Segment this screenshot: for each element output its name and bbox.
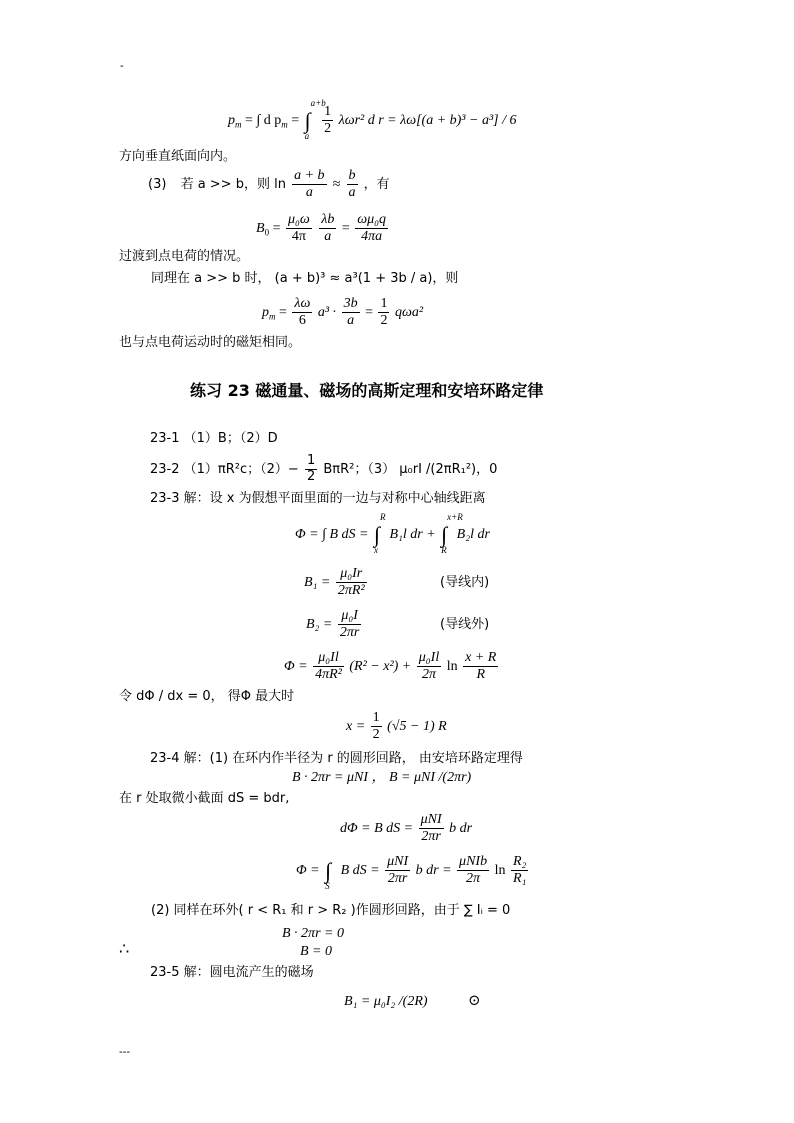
- equation-phi-result: Φ = $\frac{\text{μ₀Il}}{\text{4πR²}}$ (R² − x²) + $\frac{\text{μ₀Il}}{2\pi}$ ln $\frac{x + R}{R}$: [284, 650, 497, 683]
- answer-23-1: 23-1 （1）B；（2）D: [150, 431, 278, 446]
- out-of-page-dot-icon: ⊙: [468, 991, 481, 1009]
- equation-b0: $B_0$ = $\frac{\text{μ₀ω}}{4\pi}$ $\frac{\lambda b}{a}$ = $\frac{\text{ωμ₀q}}{4\pi a}$: [256, 212, 387, 245]
- answer-23-3-intro: 23-3 解：设 x 为假想平面里面的一边与对称中心轴线距离: [150, 491, 486, 506]
- answer-23-4-intro: 23-4 解：(1) 在环内作半径为 r 的圆形回路， 由安培环路定理得: [150, 751, 523, 766]
- note-inside-wire: (导线内): [440, 575, 490, 590]
- ds-text: 在 r 处取微小截面 dS = bdr,: [119, 791, 290, 806]
- equation-b-zero: B = 0: [300, 944, 332, 959]
- part-2-text: (2) 同样在环外( r < R₁ 和 r > R₂ )作圆形回路，由于 ∑ Iᵢ = 0: [151, 903, 511, 918]
- direction-text: 方向垂直纸面向内。: [119, 149, 237, 164]
- answer-23-5-intro: 23-5 解：圆电流产生的磁场: [150, 965, 314, 980]
- equation-pm-integral: $p_m$ = ∫ d $p_m$ = ∫ a+b a $\frac{1}{2}$ λωr² d r = λω[(a + b)³ − a³] / 6: [228, 97, 517, 141]
- item-3-line: (3) 若 a >> b，则 ln $\frac{a + b}{a}$ ≈ $\frac{b}{a}$ ，有: [148, 168, 390, 201]
- header-mark: -: [120, 60, 124, 72]
- equation-b1-circle: B₁ = μ₀I₂ /(2R): [344, 994, 428, 1009]
- integral-sign: ∫ a+b a: [304, 97, 326, 141]
- equation-b1: B₁ = $\frac{\text{μ₀Ir}}{\text{2πR²}}$: [304, 566, 365, 599]
- same-case-text: 同理在 a >> b 时， (a + b)³ ≈ a³(1 + 3b / a)，则: [151, 271, 459, 286]
- section-title: 练习 23 磁通量、磁场的高斯定理和安培环路定律: [190, 381, 544, 400]
- equation-b-2pir-zero: B · 2πr = 0: [282, 926, 344, 941]
- equation-phi-toroid: Φ = ∫ S B dS = $\frac{\text{μNI}}{2\pi r}$ b dr = $\frac{\text{μNIb}}{2\pi}$ ln $\frac{\text{R₂}}{\text{R₁}}$: [296, 854, 527, 891]
- therefore-symbol: ∴: [119, 939, 130, 958]
- answer-23-2: 23-2 （1）πR²c；（2）− $\frac{1}{2}$ BπR²；（3） μ₀rI /(2πR₁²)，0: [150, 453, 498, 484]
- equation-ampere: B · 2πr = μNI ， B = μNI /(2πr): [292, 770, 472, 785]
- condition-text: 令 dΦ / dx = 0， 得Φ 最大时: [119, 689, 295, 704]
- transition-text: 过渡到点电荷的情况。: [119, 249, 250, 264]
- equation-b2: B₂ = $\frac{\text{μ₀I}}{2\pi r}$: [306, 608, 360, 641]
- equation-dphi: dΦ = B dS = $\frac{\text{μNI}}{2\pi r}$ b dr: [340, 812, 473, 845]
- equation-x-max: x = $\frac{1}{2}$ (√5 − 1) R: [346, 710, 447, 743]
- conclusion-text: 也与点电荷运动时的磁矩相同。: [119, 335, 302, 350]
- equation-pm-point: $p_m$ = $\frac{\lambda\omega}{6}$ a³ · $\frac{3b}{a}$ = $\frac{1}{2}$ qωa²: [262, 296, 424, 329]
- note-outside-wire: (导线外): [440, 617, 490, 632]
- footer-mark: ---: [119, 1046, 130, 1058]
- equation-phi-integral: Φ = ∫ B dS = ∫ R x B₁l dr + ∫ x+R R B₂l dr: [295, 512, 490, 555]
